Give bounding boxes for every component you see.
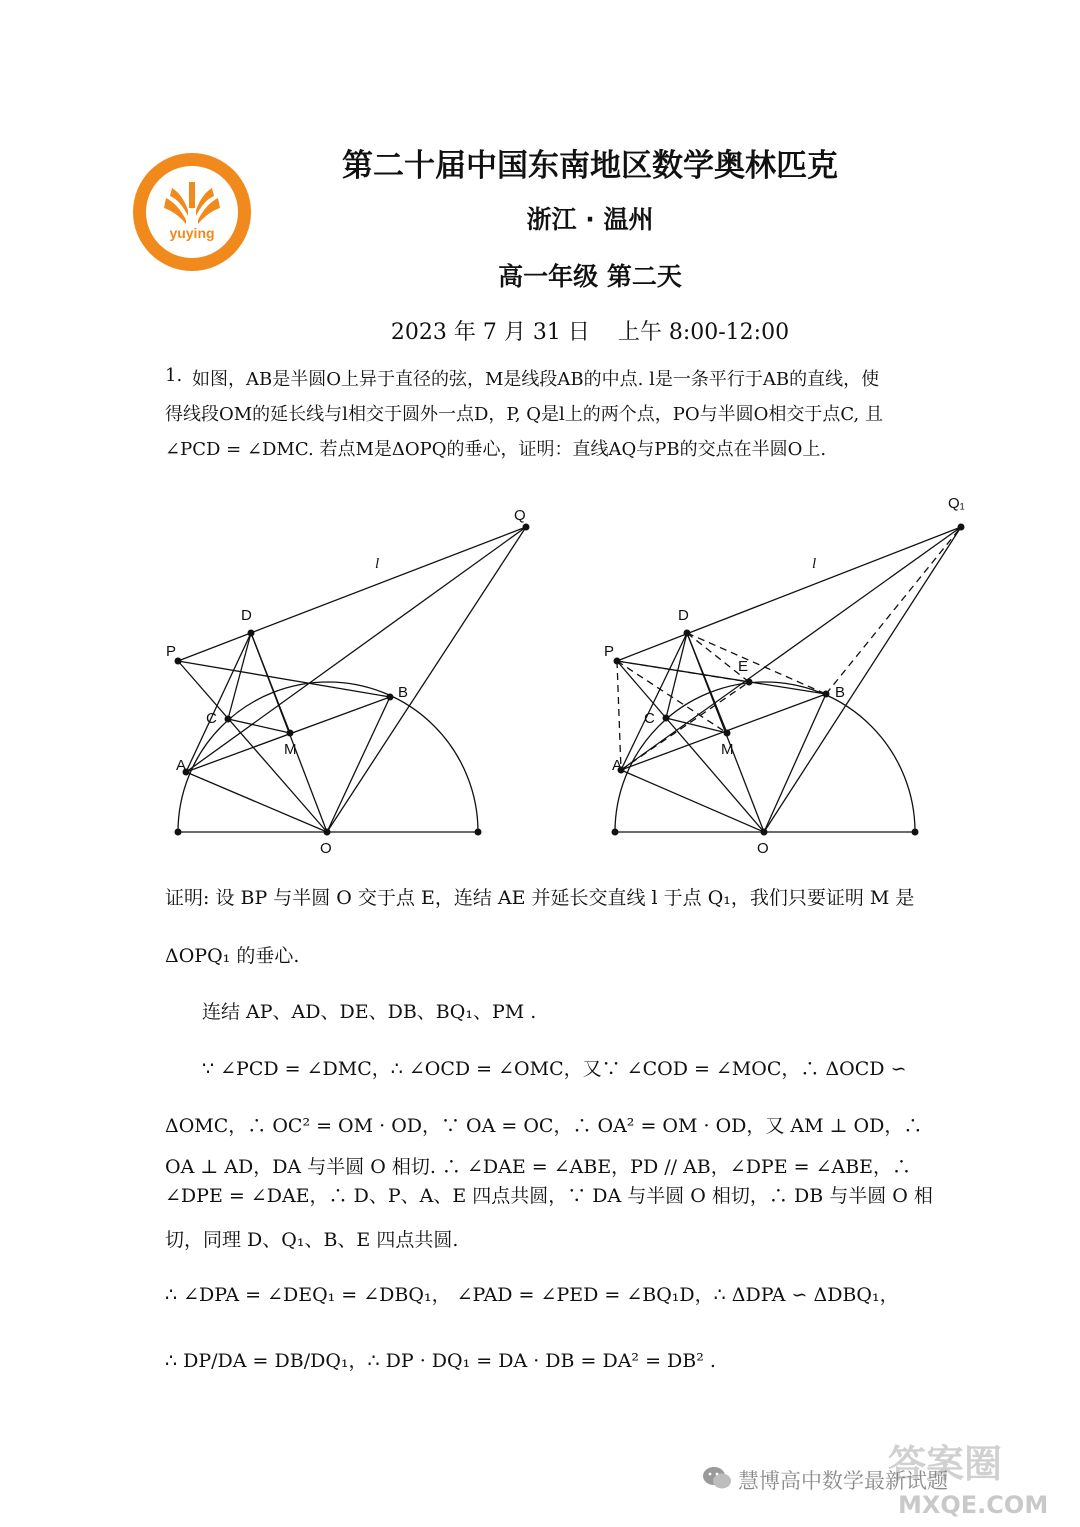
label-o: O [320, 840, 332, 857]
watermark-site: MXQE.COM [898, 1491, 1049, 1519]
watermark [702, 1439, 1062, 1519]
label-b: B [398, 684, 409, 701]
grade-subtitle: 高一年级 第二天 [498, 262, 682, 291]
proof-line-5: ΔOMC，∴ OC² = OM · OD，∵ OA = OC，∴ OA² = OM · OD，又 AM ⊥ OD，∴ [165, 1115, 923, 1137]
label-q1: Q₁ [948, 495, 965, 512]
problem-line-3: ∠PCD = ∠DMC. 若点M是ΔOPQ的垂心，证明：直线AQ与PB的交点在半圆O上. [165, 439, 827, 460]
proof-line-6: OA ⊥ AD，DA 与半圆 O 相切. ∴ ∠DAE = ∠ABE，PD // AB，∠DPE = ∠ABE，∴ [165, 1156, 912, 1178]
label-c2: C [644, 710, 655, 727]
proof-line-2: ΔOPQ₁ 的垂心. [165, 945, 300, 967]
problem-line-2: 得线段OM的延长线与l相交于圆外一点D，P, Q是l上的两个点，PO与半圆O相交于点C, 且 [165, 404, 883, 425]
label-m2: M [721, 741, 734, 758]
label-a2: A [612, 757, 623, 774]
label-a: A [176, 757, 187, 774]
label-p2: P [604, 643, 615, 660]
exam-datetime: 2023 年 7 月 31 日 上午 8:00-12:00 [390, 320, 790, 345]
location-subtitle: 浙江 · 温州 [526, 205, 654, 234]
label-b2: B [835, 684, 846, 701]
label-m: M [284, 741, 297, 758]
page-title: 第二十届中国东南地区数学奥林匹克 [342, 148, 838, 184]
problem-line-1: 如图，AB是半圆O上异于直径的弦，M是线段AB的中点. l是一条平行于AB的直线，使 [192, 369, 880, 390]
label-d2: D [678, 607, 689, 624]
watermark-text: 慧博高中数学最新试题 [738, 1469, 948, 1493]
label-p: P [166, 643, 177, 660]
label-l: l [375, 556, 380, 572]
proof-line-7: ∠DPE = ∠DAE，∴ D、P、A、E 四点共圆，∵ DA 与半圆 O 相切，∴ DB 与半圆 O 相 [165, 1185, 933, 1207]
problem-number: 1. [165, 365, 183, 386]
proof-line-10: ∴ DP/DA = DB/DQ₁，∴ DP · DQ₁ = DA · DB = DA² = DB² . [165, 1350, 716, 1372]
label-l2: l [812, 556, 817, 572]
proof-line-1: 证明: 设 BP 与半圆 O 交于点 E，连结 AE 并延长交直线 l 于点 Q₁，我们只要证明 M 是 [165, 887, 915, 909]
logo-text: yuying [169, 225, 215, 241]
proof-line-3: 连结 AP、AD、DE、DB、BQ₁、PM . [202, 1001, 537, 1023]
watermark-stamp: 答案圈 [888, 1442, 1003, 1486]
geometry-figures [160, 490, 990, 870]
label-o2: O [757, 840, 769, 857]
label-q: Q [514, 507, 526, 524]
proof-line-9: ∴ ∠DPA = ∠DEQ₁ = ∠DBQ₁， ∠PAD = ∠PED = ∠BQ₁D，∴ ΔDPA ∽ ΔDBQ₁， [165, 1284, 899, 1306]
label-e2: E [738, 658, 749, 675]
wechat-icon [702, 1465, 732, 1491]
proof-line-4: ∵ ∠PCD = ∠DMC，∴ ∠OCD = ∠OMC，又∵ ∠COD = ∠MOC，∴ ΔOCD ∽ [202, 1058, 907, 1080]
proof-line-8: 切，同理 D、Q₁、B、E 四点共圆. [165, 1229, 459, 1251]
label-c: C [206, 710, 217, 727]
label-d: D [241, 607, 252, 624]
